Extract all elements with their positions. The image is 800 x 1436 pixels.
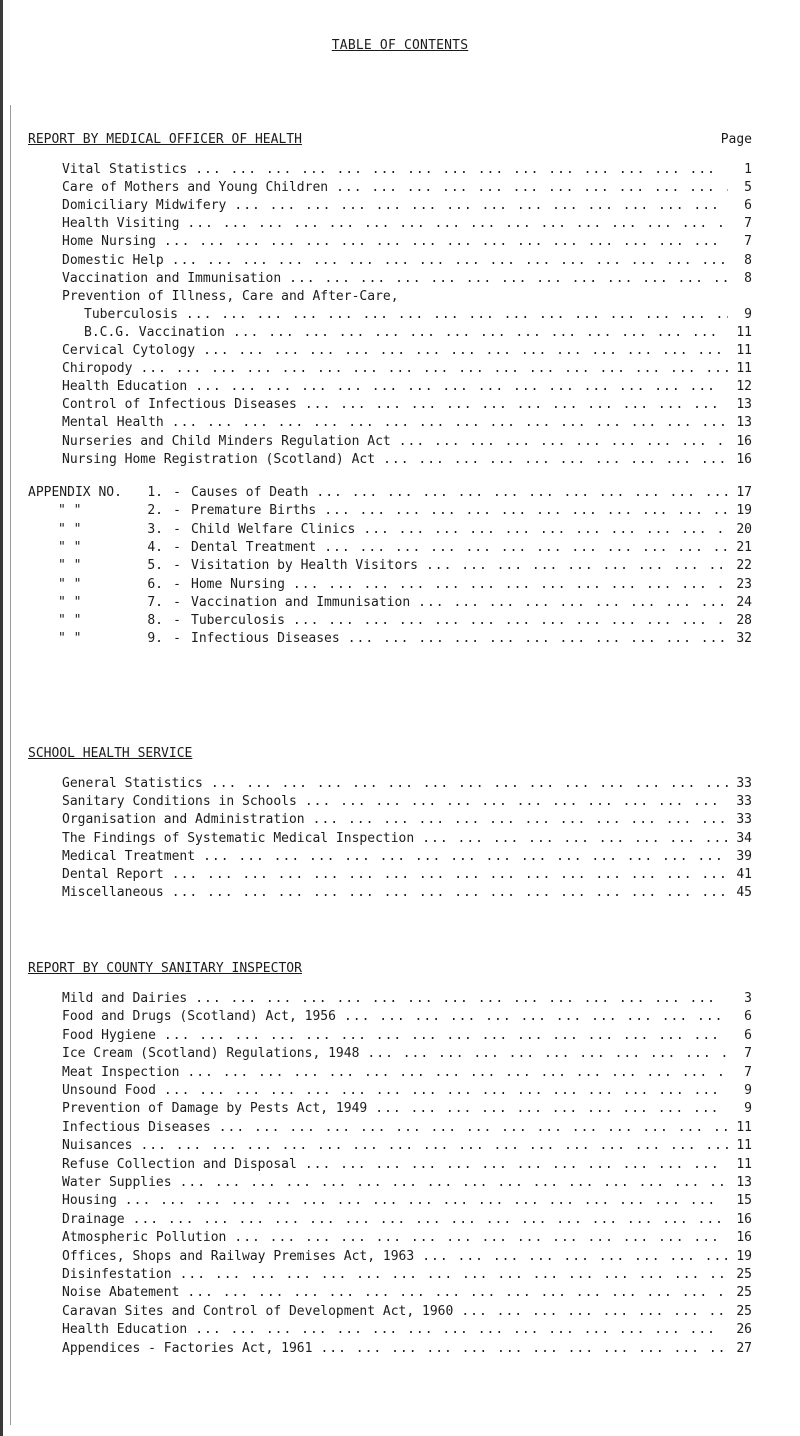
toc-page-number: 33	[736, 812, 752, 828]
dot-leader	[328, 180, 728, 195]
toc-page-number: 6	[744, 1027, 752, 1043]
toc-entry	[62, 1175, 728, 1194]
toc-entry-title: Home Nursing	[62, 234, 156, 250]
appendix-label: APPENDIX NO.	[28, 485, 122, 500]
toc-page-number: 16	[736, 451, 752, 467]
toc-entry-title: B.C.G. Vaccination	[84, 324, 225, 340]
toc-page-number: 13	[736, 397, 752, 413]
toc-page-number: 11	[736, 361, 752, 377]
dot-leader	[156, 1083, 728, 1098]
appendix-page-number: 28	[736, 613, 752, 629]
toc-entry	[62, 1138, 728, 1157]
toc-entry	[62, 1028, 728, 1047]
toc-entry-title: Nursing Home Registration (Scotland) Act	[62, 451, 376, 467]
toc-page-number: 11	[736, 343, 752, 358]
toc-entry-title: Health Visiting	[62, 216, 180, 232]
toc-entry-title: Organisation and Administration	[62, 812, 305, 828]
toc-entry	[62, 1083, 728, 1102]
appendix-title: Home Nursing	[191, 576, 285, 592]
toc-entry	[62, 1341, 728, 1360]
appendix-number: 9.	[147, 631, 163, 647]
toc-page-number: 6	[744, 1009, 752, 1025]
appendix-number: 1.	[147, 485, 163, 500]
toc-entry	[62, 831, 728, 850]
toc-entry	[62, 379, 728, 398]
toc-page-number: 7	[744, 234, 752, 250]
toc-entry-title: Food Hygiene	[62, 1027, 156, 1043]
dot-leader	[281, 271, 728, 286]
toc-entry	[62, 343, 728, 362]
toc-entry	[62, 1065, 728, 1084]
toc-entry	[62, 1304, 728, 1323]
toc-page-number: 8	[744, 252, 752, 268]
toc-entry	[62, 397, 728, 416]
dot-leader	[178, 307, 728, 322]
appendix-entry	[28, 631, 728, 650]
ditto-mark: " "	[58, 503, 82, 519]
dot-leader	[187, 991, 728, 1006]
toc-entry	[62, 1120, 728, 1139]
dot-leader	[312, 1341, 728, 1356]
toc-entry	[62, 991, 728, 1010]
page-margin-line	[10, 105, 11, 1425]
appendix-page-number: 21	[736, 539, 752, 555]
toc-entry	[62, 271, 728, 290]
toc-entry-title: Control of Infectious Diseases	[62, 397, 297, 413]
toc-entry	[62, 1101, 728, 1120]
toc-entry	[62, 253, 728, 272]
toc-entry-title: Cervical Cytology	[62, 343, 196, 358]
toc-page-number: 16	[736, 1211, 752, 1227]
appendix-entry	[28, 522, 728, 541]
toc-entry-title: Mild and Dairies	[62, 991, 188, 1006]
toc-page-number: 33	[736, 776, 752, 791]
appendix-page-number: 19	[736, 503, 752, 519]
page-title: TABLE OF CONTENTS	[331, 38, 469, 53]
toc-page-number: 13	[736, 415, 752, 431]
toc-page-number: 11	[736, 1119, 752, 1135]
dot-leader	[195, 343, 728, 358]
toc-page-number: 25	[736, 1303, 752, 1319]
dot-leader	[211, 1120, 728, 1135]
dot-leader	[305, 812, 728, 827]
appendix-dash: -	[173, 576, 181, 592]
dot-leader	[179, 1285, 728, 1300]
dot-leader	[225, 325, 728, 340]
dot-leader	[164, 867, 728, 882]
appendix-number: 3.	[147, 521, 163, 537]
toc-entry-title: Appendices - Factories Act, 1961	[62, 1340, 313, 1356]
toc-entry-title: Vaccination and Immunisation	[62, 270, 282, 286]
appendix-title: Dental Treatment	[191, 539, 317, 555]
appendix-entry	[28, 558, 728, 577]
toc-entry	[62, 162, 728, 181]
dot-leader	[316, 503, 728, 518]
dot-leader	[308, 485, 728, 500]
toc-entry-title: Dental Report	[62, 867, 164, 882]
dot-leader	[195, 849, 728, 864]
appendix-page-number: 23	[736, 576, 752, 592]
toc-entry	[62, 1249, 728, 1268]
toc-page-number: 6	[744, 198, 752, 214]
toc-entry-title: Mental Health	[62, 415, 164, 431]
appendix-page-number: 20	[736, 521, 752, 537]
dot-leader	[297, 397, 728, 412]
toc-page-number: 19	[736, 1248, 752, 1264]
toc-entry	[62, 1212, 728, 1231]
dot-leader	[132, 1138, 728, 1153]
toc-entry-title: Prevention of Damage by Pests Act, 1949	[62, 1101, 368, 1117]
dot-leader	[187, 379, 728, 394]
toc-entry-title: Offices, Shops and Railway Premises Act, 1963	[62, 1248, 415, 1264]
appendix-title: Vaccination and Immunisation	[191, 594, 411, 610]
section-heading-medical-officer: REPORT BY MEDICAL OFFICER OF HEALTH	[28, 132, 302, 147]
appendix-page-number: 22	[736, 558, 752, 574]
toc-page-number: 13	[736, 1175, 752, 1190]
appendix-dash: -	[173, 539, 181, 555]
dot-leader	[187, 162, 728, 177]
toc-entry-title: Medical Treatment	[62, 848, 196, 864]
appendix-entry	[28, 577, 728, 596]
toc-page-number: 8	[744, 270, 752, 286]
toc-page-number: 7	[744, 1064, 752, 1080]
dot-leader	[164, 415, 728, 430]
toc-page-number: 5	[744, 180, 752, 196]
toc-page-number: 11	[736, 324, 752, 340]
toc-entry-title: Health Education	[62, 1322, 188, 1338]
toc-entry	[62, 361, 728, 380]
appendix-entry	[28, 595, 728, 614]
dot-leader	[297, 794, 728, 809]
appendix-title: Causes of Death	[191, 485, 309, 500]
dot-leader	[226, 198, 728, 213]
toc-page-number: 39	[736, 848, 752, 864]
toc-entry	[62, 849, 728, 868]
toc-page-number: 25	[736, 1285, 752, 1301]
appendix-dash: -	[173, 594, 181, 610]
ditto-mark: " "	[58, 539, 82, 555]
appendix-dash: -	[173, 631, 181, 647]
toc-page-number: 33	[736, 794, 752, 810]
appendix-entry	[28, 485, 728, 504]
page-left-edge	[0, 0, 3, 1436]
dot-leader	[156, 1028, 728, 1043]
dot-leader	[340, 631, 728, 646]
dot-leader	[418, 558, 728, 573]
appendix-title: Premature Births	[191, 503, 317, 519]
dot-leader	[285, 613, 728, 628]
dot-leader	[410, 595, 728, 610]
toc-entry	[62, 885, 728, 904]
dot-leader	[453, 1304, 728, 1319]
toc-entry	[62, 1285, 728, 1304]
dot-leader	[226, 1230, 728, 1245]
ditto-mark: " "	[58, 594, 82, 610]
toc-entry	[62, 1157, 728, 1176]
toc-page-number: 1	[744, 162, 752, 177]
dot-leader	[359, 1046, 728, 1061]
dot-leader	[164, 253, 728, 268]
toc-page-number: 9	[744, 1083, 752, 1098]
appendix-number: 2.	[147, 503, 163, 519]
dot-leader	[391, 434, 728, 449]
dot-leader	[336, 1009, 728, 1024]
toc-entry-title: Nurseries and Child Minders Regulation Act	[62, 433, 391, 449]
toc-entry-title: Ice Cream (Scotland) Regulations, 1948	[62, 1046, 360, 1062]
dot-leader	[172, 1175, 728, 1190]
dot-leader	[117, 1193, 728, 1208]
dot-leader	[297, 1157, 728, 1172]
toc-entry	[62, 794, 728, 813]
dot-leader	[285, 577, 728, 592]
toc-entry-title: Vital Statistics	[62, 162, 188, 177]
dot-leader	[164, 885, 728, 900]
toc-entry	[62, 434, 728, 453]
appendix-page-number: 32	[736, 631, 752, 647]
ditto-mark: " "	[58, 521, 82, 537]
ditto-mark: " "	[58, 631, 82, 647]
appendix-title: Tuberculosis	[191, 613, 285, 629]
ditto-mark: " "	[58, 558, 82, 574]
toc-entry	[84, 307, 728, 326]
appendix-dash: -	[173, 613, 181, 629]
toc-page-number: 12	[736, 379, 752, 395]
toc-entry-title: Atmospheric Pollution	[62, 1230, 227, 1246]
toc-entry-title: Health Education	[62, 379, 188, 395]
dot-leader	[203, 776, 728, 791]
section-heading-school-health: SCHOOL HEALTH SERVICE	[28, 746, 193, 761]
toc-entry-title: Chiropody	[62, 361, 133, 377]
toc-entry	[84, 325, 728, 344]
dot-leader	[367, 1101, 728, 1116]
toc-entry-title: Nuisances	[62, 1138, 133, 1154]
toc-entry-title: Infectious Diseases	[62, 1119, 211, 1135]
toc-entry	[62, 1193, 728, 1212]
toc-entry-title: Drainage	[62, 1211, 125, 1227]
toc-entry-title: The Findings of Systematic Medical Inspection	[62, 830, 415, 846]
appendix-entry	[28, 613, 728, 632]
appendix-number: 5.	[147, 558, 163, 574]
appendix-dash: -	[173, 485, 181, 500]
toc-page-number: 27	[736, 1340, 752, 1356]
dot-leader	[156, 234, 728, 249]
toc-entry-title: Noise Abatement	[62, 1285, 180, 1301]
toc-entry-title: Sanitary Conditions in Schools	[62, 794, 297, 810]
toc-entry	[62, 776, 728, 795]
appendix-entry	[28, 540, 728, 559]
toc-page-number: 34	[736, 830, 752, 846]
ditto-mark: " "	[58, 576, 82, 592]
toc-entry-title: Refuse Collection and Disposal	[62, 1156, 297, 1172]
appendix-title: Visitation by Health Visitors	[191, 558, 418, 574]
toc-entry	[62, 289, 728, 308]
toc-entry-title: Domestic Help	[62, 252, 164, 268]
toc-page-number: 7	[744, 1046, 752, 1062]
dot-leader	[132, 361, 728, 376]
dot-leader	[172, 1267, 728, 1282]
toc-page-number: 41	[736, 867, 752, 882]
toc-page-number: 25	[736, 1267, 752, 1282]
toc-entry	[62, 867, 728, 886]
toc-page-number: 9	[744, 1101, 752, 1117]
toc-entry	[62, 812, 728, 831]
toc-entry	[62, 452, 728, 471]
appendix-title: Infectious Diseases	[191, 631, 340, 647]
toc-entry	[62, 234, 728, 253]
toc-page-number: 16	[736, 433, 752, 449]
toc-page-number: 7	[744, 216, 752, 232]
page-column-heading: Page	[720, 132, 752, 147]
dot-leader	[179, 216, 728, 231]
toc-entry-title: Prevention of Illness, Care and After-Care,	[62, 288, 399, 304]
toc-page-number: 11	[736, 1156, 752, 1172]
toc-entry-title: Meat Inspection	[62, 1064, 180, 1080]
toc-page-number: 3	[744, 991, 752, 1006]
dot-leader	[375, 452, 728, 467]
toc-entry-title: Housing	[62, 1193, 117, 1209]
dot-leader	[316, 540, 728, 555]
appendix-number: 6.	[147, 576, 163, 592]
toc-entry	[62, 1009, 728, 1028]
toc-entry	[62, 1230, 728, 1249]
toc-page-number: 16	[736, 1230, 752, 1246]
toc-entry-title: Domiciliary Midwifery	[62, 198, 227, 214]
section-heading-sanitary-inspector: REPORT BY COUNTY SANITARY INSPECTOR	[28, 961, 302, 976]
toc-entry-title: Miscellaneous	[62, 885, 164, 901]
toc-entry-title: Caravan Sites and Control of Development Act, 1960	[62, 1303, 454, 1319]
toc-entry-title: Care of Mothers and Young Children	[62, 180, 329, 196]
toc-entry	[62, 1267, 728, 1286]
appendix-title: Child Welfare Clinics	[191, 521, 356, 537]
appendix-dash: -	[173, 503, 181, 519]
appendix-number: 8.	[147, 613, 163, 629]
dot-leader	[414, 1249, 728, 1264]
toc-entry	[62, 415, 728, 434]
dot-leader	[355, 522, 728, 537]
dot-leader	[179, 1065, 728, 1080]
appendix-page-number: 24	[736, 594, 752, 610]
dot-leader	[414, 831, 728, 846]
appendix-entry	[28, 503, 728, 522]
toc-page-number: 26	[736, 1322, 752, 1338]
appendix-dash: -	[173, 558, 181, 574]
toc-entry-title: Tuberculosis	[84, 306, 178, 322]
appendix-page-number: 17	[736, 485, 752, 500]
toc-page-number: 15	[736, 1193, 752, 1209]
toc-page-number: 45	[736, 885, 752, 901]
toc-entry-title: Disinfestation	[62, 1267, 172, 1282]
appendix-number: 7.	[147, 594, 163, 610]
toc-entry-title: Unsound Food	[62, 1083, 156, 1098]
toc-entry	[62, 216, 728, 235]
dot-leader	[187, 1322, 728, 1337]
ditto-mark: " "	[58, 613, 82, 629]
toc-entry	[62, 180, 728, 199]
toc-entry-title: Water Supplies	[62, 1175, 172, 1190]
toc-page-number: 9	[744, 306, 752, 322]
appendix-number: 4.	[147, 539, 163, 555]
appendix-dash: -	[173, 521, 181, 537]
toc-page-number: 11	[736, 1138, 752, 1154]
toc-entry-title: General Statistics	[62, 776, 203, 791]
toc-entry-title: Food and Drugs (Scotland) Act, 1956	[62, 1009, 336, 1025]
toc-entry	[62, 1046, 728, 1065]
toc-entry	[62, 1322, 728, 1341]
dot-leader	[125, 1212, 728, 1227]
toc-entry	[62, 198, 728, 217]
